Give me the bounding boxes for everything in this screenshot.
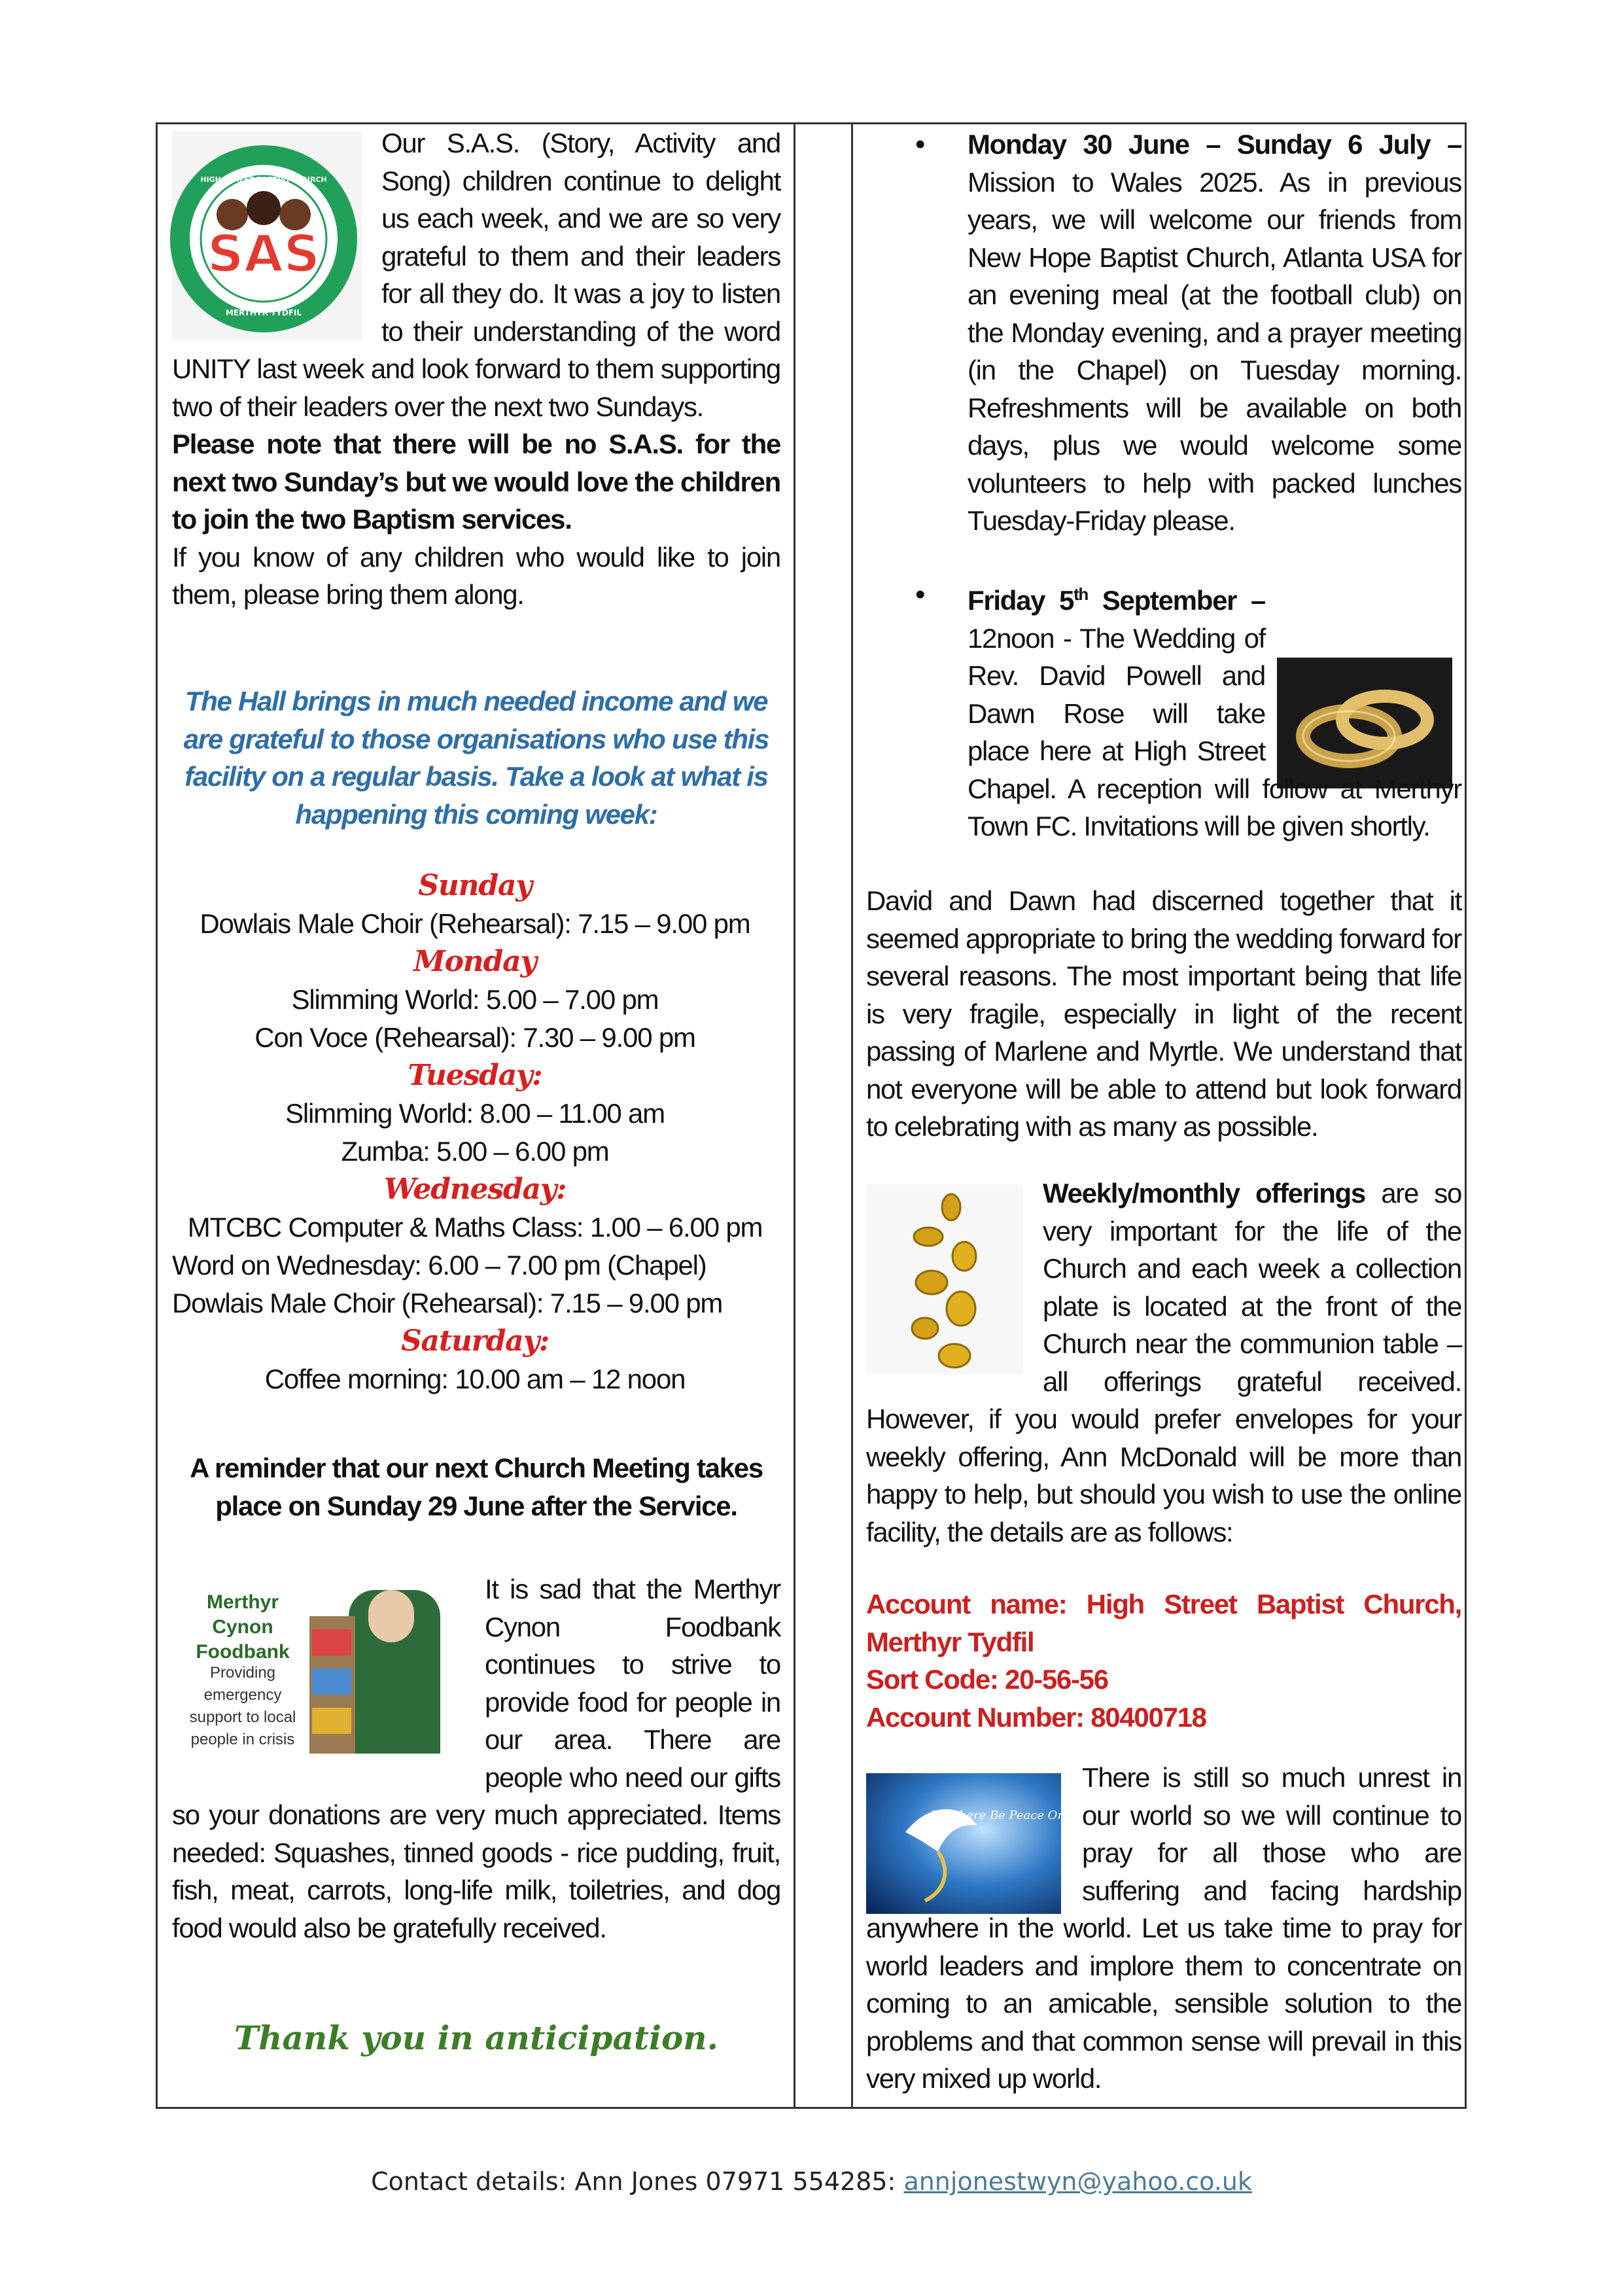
monday-item: Con Voce (Rehearsal): 7.30 – 9.00 pm xyxy=(254,1022,695,1053)
offerings-section xyxy=(866,1174,1461,1551)
rings-float-spacer xyxy=(1265,576,1461,766)
sas-section xyxy=(172,124,780,614)
wedding-paragraph: David and Dawn had discerned together that it seemed appropriate to bring the wedding forward for several reasons. The most important being that life is very fragile, especially in light of the recent passing of Marlene and Myrtle. We understand that not everyone will be able to attend but look forward to celebrating with as many as possible. xyxy=(866,885,1461,1142)
sunday-item: Dowlais Male Choir (Rehearsal): 7.15 – 9.00 pm xyxy=(200,908,750,939)
wedding-bullet xyxy=(968,576,1461,845)
wednesday-item: Word on Wednesday: 6.00 – 7.00 pm (Chapel) xyxy=(172,1250,707,1280)
saturday-item: Coffee morning: 10.00 am – 12 noon xyxy=(264,1364,686,1394)
hall-schedule xyxy=(164,867,786,1398)
logo-ring-bottom: MERTHYR TYDFIL xyxy=(225,308,302,317)
foodbank-section xyxy=(172,1570,780,1947)
monday-item: Slimming World: 5.00 – 7.00 pm xyxy=(291,984,659,1015)
wedding-date-b: September – xyxy=(1102,585,1265,616)
peace-section xyxy=(866,1759,1461,2098)
hall-intro: The Hall brings in much needed income and we are grateful to those organisations who use this facility on a regular basis. Take a look at what is happening this coming week: xyxy=(183,686,769,830)
logo-ring-top: HIGH STREET BAPTIST CHURCH xyxy=(200,175,327,184)
mission-text: Mission to Wales 2025. As in previous years, we will welcome our friends from New Hope Baptist Church, Atlanta USA for an evening meal (at the football club) on the Monday evening, and a prayer meeting (in the Chapel) on Tuesday morning. Refreshments will be available on both days, plus we would welcome some volunteers to help with packed lunches Tuesday-Friday please. xyxy=(968,166,1461,536)
saturday-heading: Saturday: xyxy=(400,1324,550,1358)
account-name: Account name: High Street Baptist Church, Merthyr Tydfil xyxy=(866,1589,1461,1657)
offerings-heading: Weekly/monthly offerings xyxy=(1043,1178,1365,1209)
thank-you-note: Thank you in anticipation. xyxy=(234,2019,719,2057)
sas-paragraph: Our S.A.S. (Story, Activity and Song) children continue to delight us each week, and we are so very grateful to them and their leaders for all they do. It was a joy to listen to their understanding of the word UNITY last week and look forward to them supporting two of their leaders over the next two Sundays. xyxy=(172,128,780,422)
monday-heading: Monday xyxy=(413,945,536,978)
peace-float-spacer xyxy=(866,1759,1082,1906)
tuesday-heading: Tuesday: xyxy=(408,1059,542,1092)
sas-note: Please note that there will be no S.A.S. for the next two Sunday’s but we would love the children to join the two Baptism services. xyxy=(172,429,780,535)
wedding-text: 12noon - The Wedding of Rev. David Powell and Dawn Rose will take place here at High Street Chapel. A reception will follow at Merthyr Town FC. Invitations will be given shortly. xyxy=(968,622,1461,841)
wedding-date-a: Friday 5 xyxy=(968,585,1074,616)
account-number: Account Number: 80400718 xyxy=(866,1701,1206,1733)
foodbank-paragraph: It is sad that the Merthyr Cynon Foodbank continues to strive to provide food for people in our area. There are people who need our gifts so your donations are very much appreciated. Items needed: Squashes, tinned goods - rice pudding, fruit, fish, meat, carrots, long-life milk, toiletries, and dog food would also be gratefully received. xyxy=(172,1574,780,1943)
left-column xyxy=(158,124,795,2107)
contact-label: Contact details: Ann Jones 07971 554285: xyxy=(371,2167,896,2196)
wednesday-item: MTCBC Computer & Maths Class: 1.00 – 6.00 pm xyxy=(187,1212,763,1243)
church-meeting-reminder: A reminder that our next Church Meeting takes place on Sunday 29 June after the Service. xyxy=(190,1453,763,1521)
mission-dates: Monday 30 June – Sunday 6 July – xyxy=(968,129,1461,160)
footer-contact xyxy=(0,2167,1623,2196)
sunday-heading: Sunday xyxy=(418,869,532,902)
foodbank-title: Merthyr Cynon Foodbank xyxy=(196,1591,290,1663)
tuesday-item: Slimming World: 8.00 – 11.00 am xyxy=(285,1098,665,1129)
bank-details xyxy=(866,1585,1461,1736)
coins-float-spacer xyxy=(866,1174,1043,1397)
sort-code: Sort Code: 20-56-56 xyxy=(866,1664,1108,1695)
offerings-text: are so very important for the life of the Church and each week a collection plate is located at the front of the Church near the communion table – all offerings grateful received. However, if you would prefer envelopes for your weekly offering, Ann McDonald will be more than happy to help, but should you wish to use the online facility, the details are as follows: xyxy=(866,1178,1462,1547)
contact-email-link[interactable]: annjonestwyn@yahoo.co.uk xyxy=(903,2167,1252,2196)
sas-invite: If you know of any children who would like to join them, please bring them along. xyxy=(172,541,780,610)
wednesday-heading: Wednesday: xyxy=(383,1173,567,1206)
tuesday-item: Zumba: 5.00 – 6.00 pm xyxy=(341,1136,609,1167)
logo-float-spacer xyxy=(172,124,381,334)
wednesday-item: Dowlais Male Choir (Rehearsal): 7.15 – 9.00 pm xyxy=(172,1288,723,1318)
foodbank-float-spacer xyxy=(172,1570,485,1793)
logo-letters: SAS xyxy=(207,225,321,284)
right-column xyxy=(853,124,1465,2107)
wedding-date-sup: th xyxy=(1073,584,1089,604)
newsletter-table xyxy=(156,122,1467,2109)
peace-paragraph: There is still so much unrest in our world so we will continue to pray for all those who are suffering and facing hardship anywhere in the world. Let us take time to pray for world leaders and implore them to concentrate on coming to an amicable, sensible solution to the problems and that common sense will prevail in this very mixed up world. xyxy=(866,1762,1461,2094)
mission-bullet xyxy=(968,126,1461,540)
foodbank-caption: Providing emergency support to local people in crisis xyxy=(189,1664,296,1748)
column-gutter xyxy=(795,124,853,2107)
peace-image-text: Let there Be Peace On Earth xyxy=(930,1809,1103,1822)
